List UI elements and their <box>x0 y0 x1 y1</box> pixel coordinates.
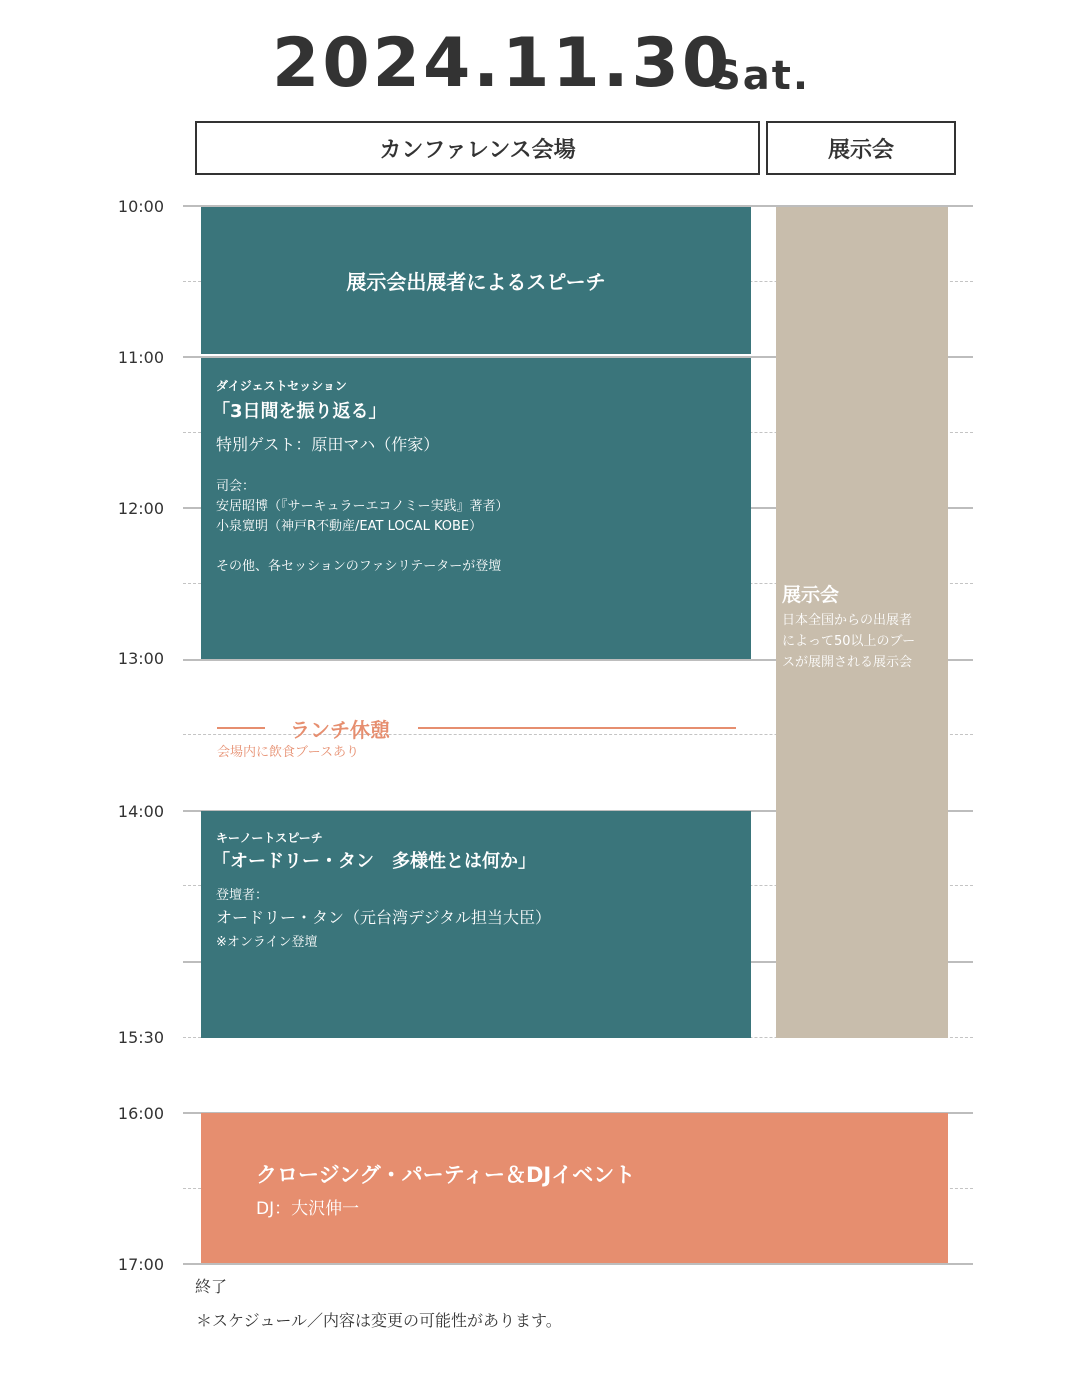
column-header-conference: カンファレンス会場 <box>195 121 760 175</box>
session-mc-2: 小泉寛明（神戸R不動産/EAT LOCAL KOBE） <box>216 519 483 534</box>
session-title: 展示会出展者によるスピーチ <box>346 270 606 294</box>
footnote: ＊スケジュール／内容は変更の可能性があります。 <box>196 1311 562 1330</box>
event-date: 2024.11.30 <box>272 24 733 103</box>
time-label-1400: 14:00 <box>117 802 164 821</box>
lunch-divider-left <box>217 727 265 729</box>
exhibition-description <box>782 610 942 673</box>
time-label-1100: 11:00 <box>117 348 164 367</box>
event-weekday: Sat. <box>712 53 811 99</box>
session-note: その他、各セッションのファシリテーターが登壇 <box>216 559 502 574</box>
session-note: ※オンライン登壇 <box>216 935 318 950</box>
session-mc-1: 安居昭博（『サーキュラーエコノミー実践』著者） <box>216 499 509 514</box>
exhibition-desc-line: スが展開される展示会 <box>782 655 913 670</box>
end-label: 終了 <box>195 1277 228 1296</box>
session-title: クロージング・パーティー＆DJイベント <box>256 1163 636 1187</box>
session-guest: 特別ゲスト：原田マハ（作家） <box>216 435 440 454</box>
session-title: 「3日間を振り返る」 <box>212 401 387 422</box>
time-label-1300: 13:00 <box>117 649 164 668</box>
column-header-exhibition: 展示会 <box>766 121 956 175</box>
session-keynote <box>201 811 751 1038</box>
session-exhibitor-speech <box>201 207 751 354</box>
session-kicker: キーノートスピーチ <box>216 831 323 845</box>
session-speaker-label: 登壇者： <box>216 888 269 903</box>
session-kicker: ダイジェストセッション <box>216 379 347 393</box>
exhibition-desc-line: 日本全国からの出展者 <box>782 613 913 628</box>
time-label-1700: 17:00 <box>117 1255 164 1274</box>
session-dj: DJ：大沢伸一 <box>256 1199 360 1219</box>
exhibition-title: 展示会 <box>782 584 840 606</box>
lunch-divider-right <box>418 727 736 729</box>
exhibition-desc-line: によって50以上のブー <box>782 634 916 649</box>
grid-line-1700 <box>183 1263 973 1265</box>
session-digest <box>201 358 751 659</box>
time-label-1530: 15:30 <box>117 1028 164 1047</box>
exhibition-block <box>776 207 948 1038</box>
session-title: 「オードリー・タン 多様性とは何か」 <box>212 851 536 872</box>
session-mc-label: 司会： <box>216 479 256 494</box>
session-closing-party <box>201 1113 948 1263</box>
session-speaker: オードリー・タン（元台湾デジタル担当大臣） <box>216 908 552 927</box>
lunch-title: ランチ休憩 <box>290 718 390 742</box>
time-label-1200: 12:00 <box>117 499 164 518</box>
time-label-1000: 10:00 <box>117 197 164 216</box>
lunch-subtitle: 会場内に飲食ブースあり <box>217 745 359 760</box>
time-label-1600: 16:00 <box>117 1104 164 1123</box>
